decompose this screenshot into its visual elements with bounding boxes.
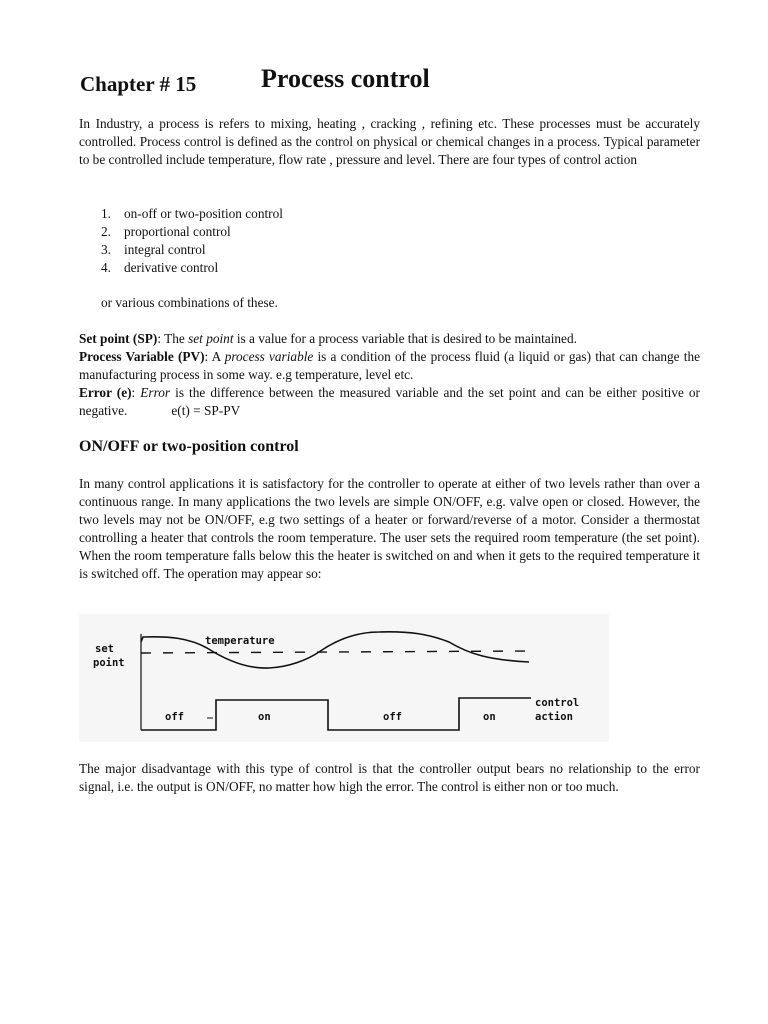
on-off-diagram-svg xyxy=(79,614,609,742)
section-heading: ON/OFF or two-position control xyxy=(79,438,299,455)
process-variable-definition: Process Variable (PV): A process variable is a condition of the process fluid (a liquid or gas) that can change the manufacturing process in some way. e.g temperature, level etc. xyxy=(79,349,700,382)
list-item: 1. on-off or two-position control xyxy=(101,206,283,221)
page-title: Process control xyxy=(261,64,430,93)
control-types-list xyxy=(101,205,501,277)
intro-paragraph: In Industry, a process is refers to mixing, heating , cracking , refining etc. These processes must be accurately controlled. Process control is defined as the control on physical or chemical changes in a process. Typical parameter to be controlled include temperature, flow rate , pressure and level. There are four types of control action xyxy=(79,116,700,167)
control-action-label-1: control xyxy=(535,697,580,709)
state-off-1: off xyxy=(165,711,184,723)
set-point-label-1: set xyxy=(95,643,114,655)
combinations-text: or various combinations of these. xyxy=(101,295,278,310)
list-item: 3. integral control xyxy=(101,242,206,257)
control-action-label-2: action xyxy=(535,711,573,723)
on-off-diagram xyxy=(79,614,609,742)
set-point-definition: Set point (SP): The set point is a value for a process variable that is desired to be maintained. xyxy=(79,331,577,346)
state-off-2: off xyxy=(383,711,402,723)
title-row xyxy=(80,62,700,102)
set-point-label-2: point xyxy=(93,657,125,669)
state-on-2: on xyxy=(483,711,496,723)
conclusion-paragraph: The major disadvantage with this type of control is that the controller output bears no relationship to the error signal, i.e. the output is ON/OFF, no matter how high the error. The control is either non or too much. xyxy=(79,761,700,794)
list-item: 4. derivative control xyxy=(101,260,219,275)
definitions xyxy=(79,330,700,420)
figure-background xyxy=(79,614,609,742)
list-item: 2. proportional control xyxy=(101,224,231,239)
section-paragraph: In many control applications it is satisfactory for the controller to operate at either of two levels rather than over a continuous range. In many applications the two levels are simple ON/OFF, e.g. valve open or closed. However, the two levels may not be ON/OFF, e.g two settings of a heater or forward/reverse of a motor. Consider a thermostat controlling a heater that controls the room temperature. The user sets the required room temperature (the set point). When the room temperature falls below this the heater is switched on and when it gets to the required temperature it is switched off. The operation may appear so: xyxy=(79,476,700,581)
state-on-1: on xyxy=(258,711,271,723)
error-equation: e(t) = SP-PV xyxy=(171,403,241,418)
error-definition: Error (e): Error is the difference between the measured variable and the set point and can be either positive or negative. e(t) = SP-PV xyxy=(79,385,700,418)
chapter-number: Chapter # 15 xyxy=(80,72,197,96)
temperature-label: temperature xyxy=(205,635,275,647)
